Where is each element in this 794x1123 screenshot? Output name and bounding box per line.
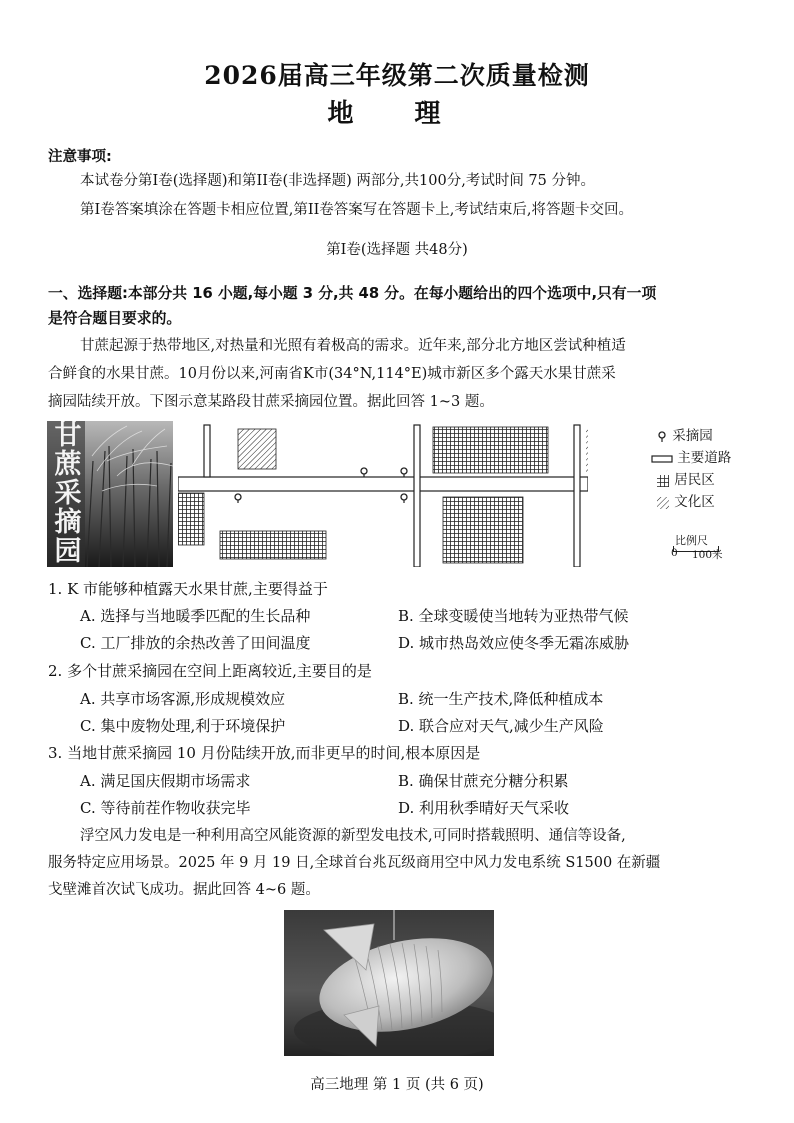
question-option: B. 统一生产技术,降低种植成本 bbox=[398, 690, 604, 708]
section-instruction-1: 一、选择题:本部分共 16 小题,每小题 3 分,共 48 分。在每小题给出的四个选项中,只有一项 bbox=[48, 285, 657, 302]
main-road-vertical-1 bbox=[204, 425, 210, 477]
passage1-line-2: 合鲜食的水果甘蔗。10月份以来,河南省K市(34°N,114°E)城市新区多个露天水果甘蔗采 bbox=[48, 366, 616, 382]
residential-icon bbox=[656, 474, 670, 488]
residential-area bbox=[433, 427, 548, 473]
legend-orchard-label: 采摘园 bbox=[672, 428, 713, 444]
residential-area bbox=[443, 497, 523, 563]
question-option: C. 集中废物处理,利于环境保护 bbox=[80, 717, 286, 735]
notice-label: 注意事项: bbox=[48, 149, 112, 165]
road-icon bbox=[651, 453, 673, 465]
sugarcane-photo bbox=[47, 421, 173, 567]
scale-label: 比例尺 bbox=[675, 534, 708, 547]
main-road-vertical-2 bbox=[414, 425, 420, 567]
page-footer: 高三地理 第 1 页 (共 6 页) bbox=[310, 1077, 484, 1093]
legend-road-label: 主要道路 bbox=[677, 450, 732, 466]
question-option: C. 等待前茬作物收获完毕 bbox=[80, 799, 251, 817]
question-option: D. 城市热岛效应使冬季无霜冻威胁 bbox=[398, 634, 630, 652]
legend-road bbox=[651, 446, 731, 466]
legend-culture bbox=[656, 490, 715, 510]
question-stem: 2. 多个甘蔗采摘园在空间上距离较近,主要目的是 bbox=[48, 662, 372, 680]
question-option: A. 选择与当地暖季匹配的生长品种 bbox=[80, 607, 311, 625]
photo-char: 采 bbox=[54, 478, 82, 509]
legend-culture-label: 文化区 bbox=[674, 494, 715, 510]
scale-value: 100米 bbox=[692, 549, 723, 561]
culture-icon bbox=[656, 496, 670, 510]
question-option: D. 利用秋季晴好天气采收 bbox=[398, 799, 570, 817]
culture-area bbox=[238, 429, 276, 469]
subject-title: 地 理 bbox=[327, 99, 467, 129]
photo-char: 甘 bbox=[54, 421, 82, 451]
photo-char: 蔗 bbox=[54, 449, 82, 480]
notice-line-2: 第I卷答案填涂在答题卡相应位置,第II卷答案写在答题卡上,考试结束后,将答题卡交回。 bbox=[80, 202, 634, 218]
photo-char: 摘 bbox=[54, 507, 82, 538]
section-title: 第I卷(选择题 共48分) bbox=[326, 242, 468, 258]
question-option: A. 共享市场客源,形成规模效应 bbox=[80, 690, 286, 708]
question-option: A. 满足国庆假期市场需求 bbox=[80, 772, 251, 790]
photo-char: 园 bbox=[54, 536, 82, 567]
scale-zero: 0 bbox=[671, 547, 678, 559]
question-stem: 3. 当地甘蔗采摘园 10 月份陆续开放,而非更早的时间,根本原因是 bbox=[48, 744, 481, 762]
legend-orchard bbox=[656, 424, 713, 444]
passage1-line-3: 摘园陆续开放。下图示意某路段甘蔗采摘园位置。据此回答 1~3 题。 bbox=[48, 394, 494, 410]
passage2-line-3: 戈壁滩首次试飞成功。据此回答 4~6 题。 bbox=[48, 882, 320, 898]
passage2-line-1: 浮空风力发电是一种利用高空风能资源的新型发电技术,可同时搭载照明、通信等设备, bbox=[80, 828, 626, 844]
photo-caption bbox=[49, 421, 87, 566]
notice-line-1: 本试卷分第I卷(选择题)和第II卷(非选择题) 两部分,共100分,考试时间 75 分钟。 bbox=[80, 173, 595, 189]
legend-residential bbox=[656, 468, 715, 488]
culture-area bbox=[586, 427, 588, 473]
passage2-line-2: 服务特定应用场景。2025 年 9 月 19 日,全球首台兆瓦级商用空中风力发电系统 S1500 在新疆 bbox=[48, 855, 661, 871]
residential-area bbox=[178, 493, 204, 545]
question-option: B. 全球变暖使当地转为亚热带气候 bbox=[398, 607, 629, 625]
orchard-map bbox=[178, 421, 588, 567]
question-option: B. 确保甘蔗充分糖分积累 bbox=[398, 772, 569, 790]
orchard-pin bbox=[401, 468, 407, 477]
orchard-pin bbox=[361, 468, 367, 477]
exam-title: 2026届高三年级第二次质量检测 bbox=[204, 61, 590, 90]
question-option: C. 工厂排放的余热改善了田间温度 bbox=[80, 634, 311, 652]
residential-area bbox=[220, 531, 326, 559]
airborne-wind-turbine-photo bbox=[284, 910, 494, 1056]
main-road-horizontal bbox=[178, 477, 588, 491]
question-option: D. 联合应对天气,减少生产风险 bbox=[398, 717, 604, 735]
section-instruction-2: 是符合题目要求的。 bbox=[48, 310, 182, 327]
main-road-vertical-3 bbox=[574, 425, 580, 567]
orchard-pin bbox=[235, 494, 241, 503]
orchard-pin-icon bbox=[656, 430, 668, 444]
legend-residential-label: 居民区 bbox=[674, 472, 715, 488]
passage1-line-1: 甘蔗起源于热带地区,对热量和光照有着极高的需求。近年来,部分北方地区尝试种植适 bbox=[80, 338, 626, 354]
question-stem: 1. K 市能够种植露天水果甘蔗,主要得益于 bbox=[48, 580, 328, 598]
orchard-pin bbox=[401, 494, 407, 503]
